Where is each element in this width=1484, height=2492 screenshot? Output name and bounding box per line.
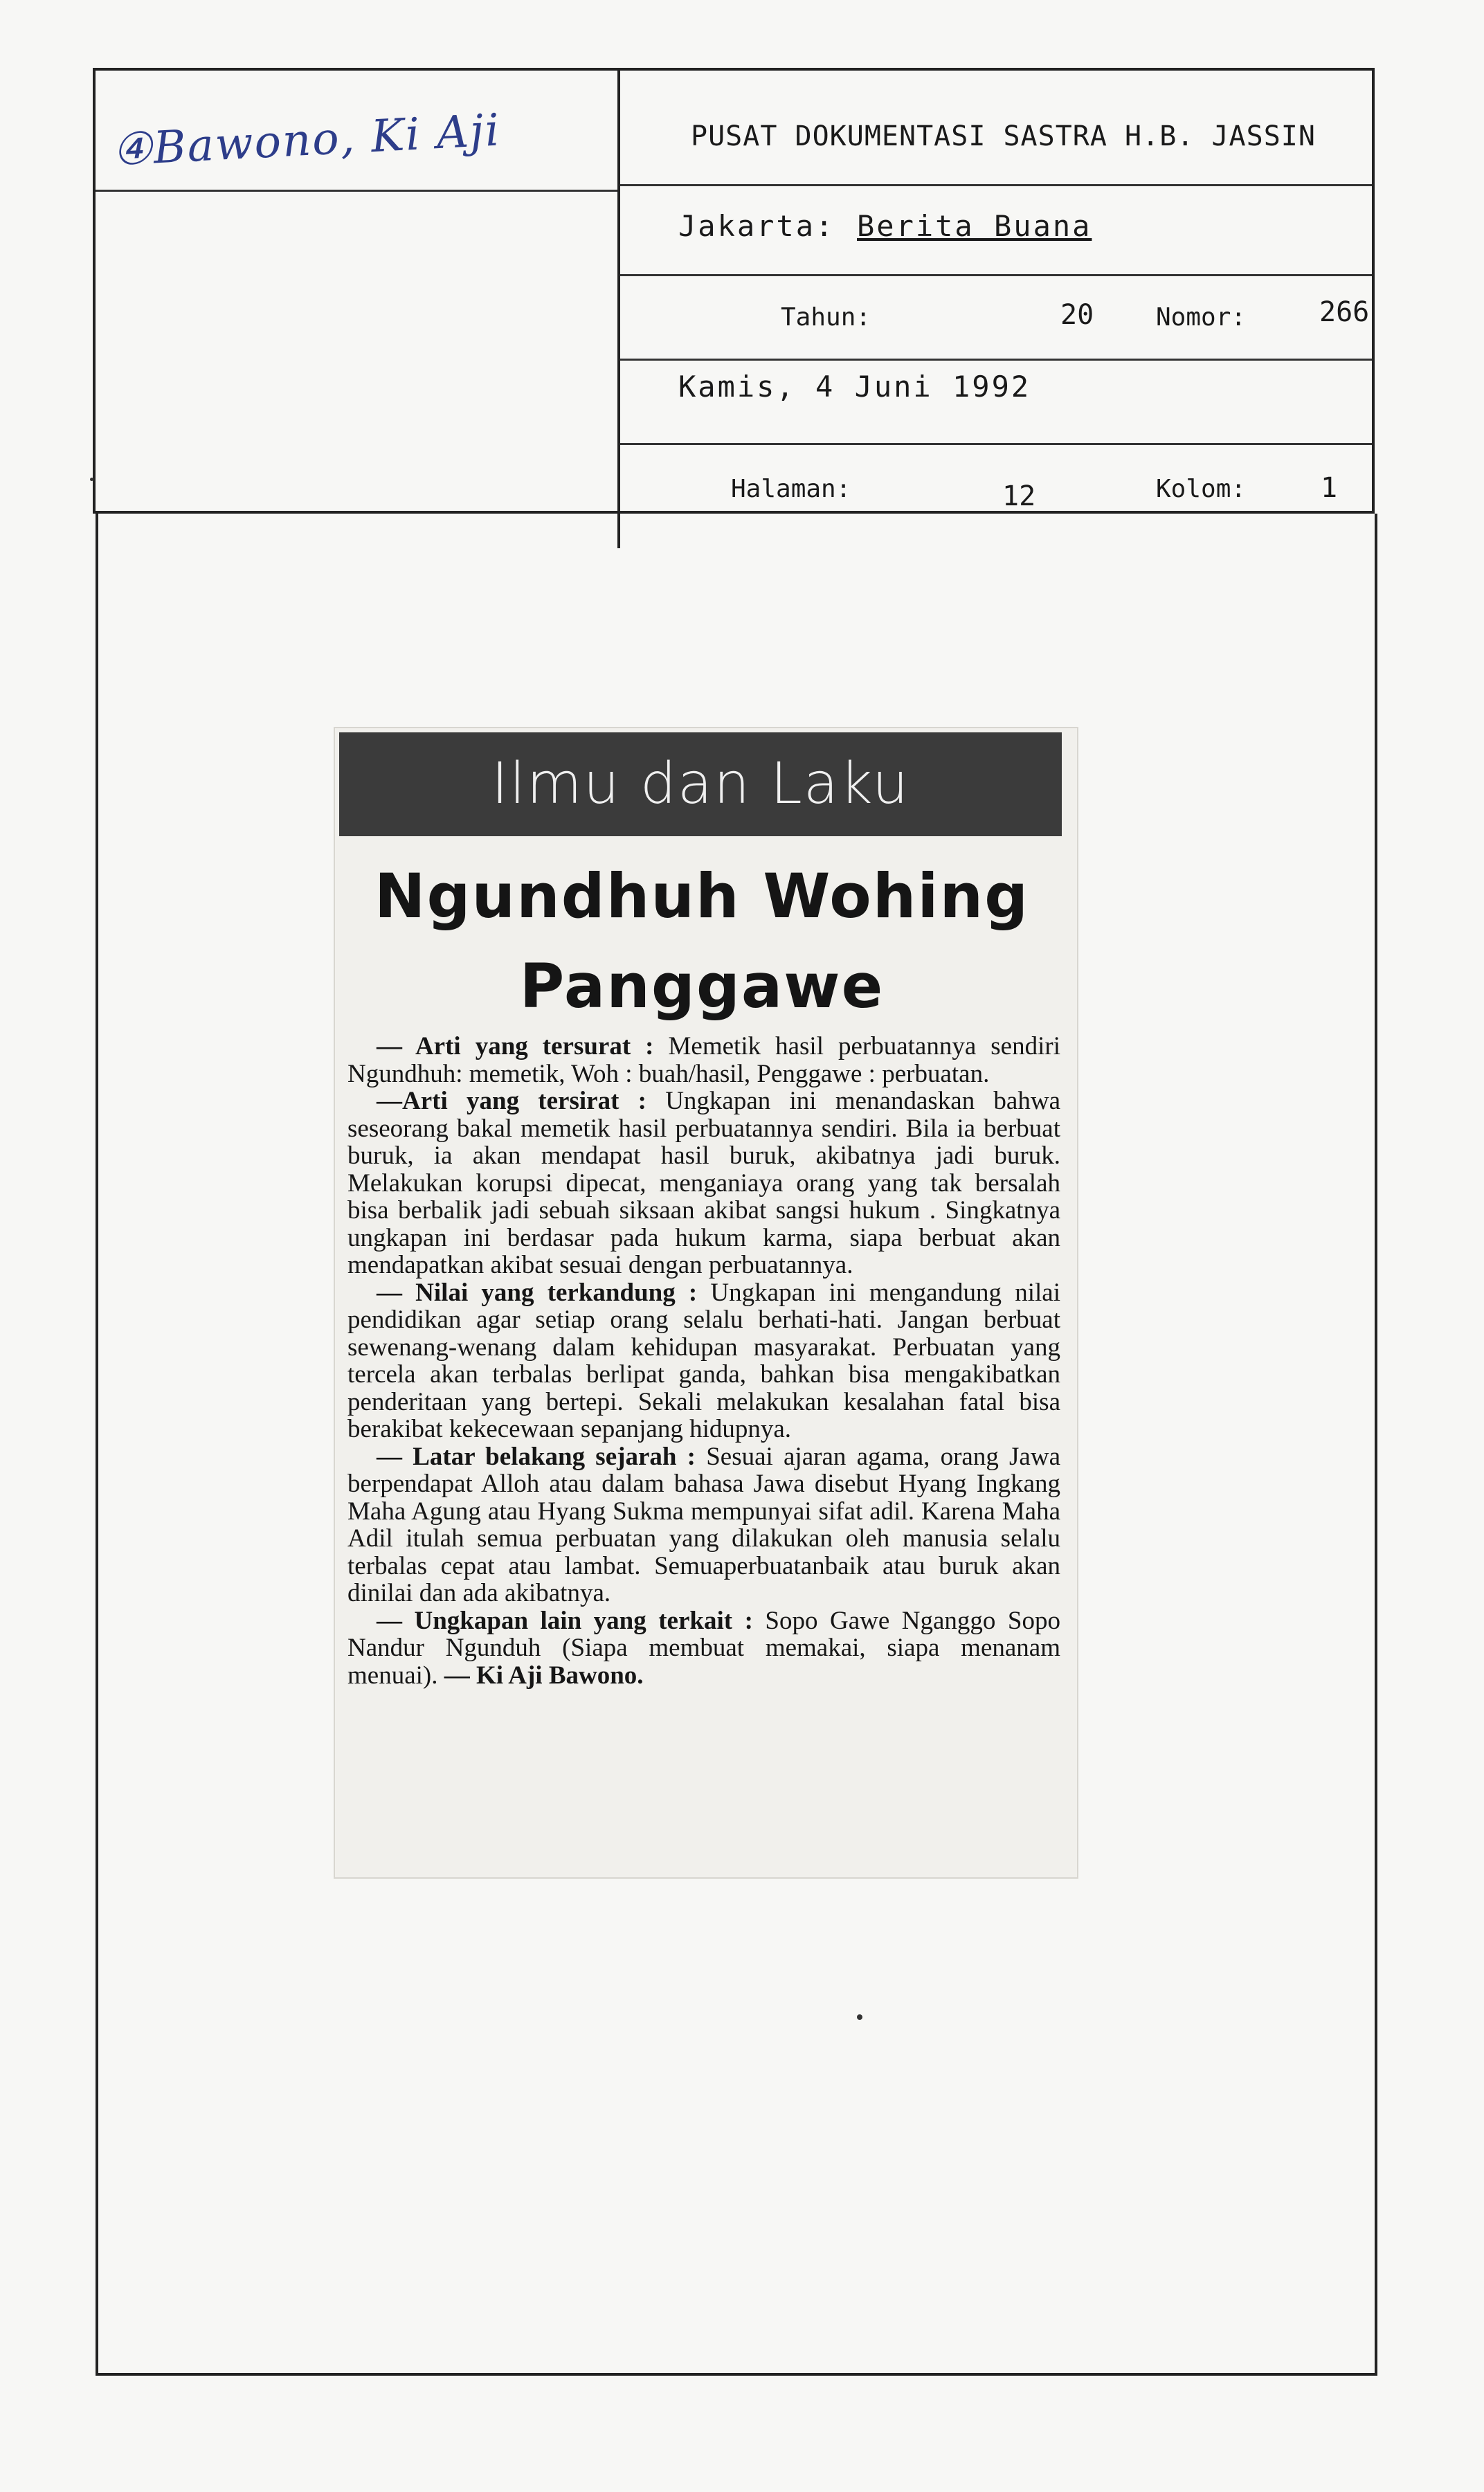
publication-date: Kamis, 4 Juni 1992 [678,370,1031,404]
paragraph-text: Memetik hasil perbuatannya sendiri Ngundhuh: memetik, Woh : buah/hasil, Penggawe : perbuatan. [347,1032,1060,1088]
number-label: Nomor: [1156,303,1247,332]
paragraph-lead: — Arti yang tersurat : [377,1032,654,1060]
organization-name: PUSAT DOKUMENTASI SASTRA H.B. JASSIN [691,120,1316,152]
card-fields [620,71,1372,511]
paragraph-text: Sopo Gawe Nganggo Sopo Nandur Ngunduh (Siapa membuat memakai, siapa menanam menuai). [347,1606,1060,1690]
paragraph-lead: — Ungkapan lain yang terkait : [377,1606,753,1635]
author-byline: — Ki Aji Bawono. [444,1661,644,1690]
headline-line-1: Ngundhuh Wohing [374,860,1030,932]
paragraph-meaning-implied [347,1087,1060,1279]
paragraph-related [347,1607,1060,1690]
column-value: 1 [1321,472,1338,504]
paragraph-text: Ungkapan ini mengandung nilai pendidikan agar setiap orang selalu berhati-hati. Jangan berbuat sewenang-wenang dalam kehidupan masyarakat. Perbuatan yang tercela akan terbalas berlipat ganda, bahkan bisa mengakibatkan penderitaan yang bertepi. Sekali melakukan kesalahan fatal bisa berakibat kekecewaan sepanjang hidupnya. [347,1278,1060,1443]
row-issue [620,274,1372,361]
paragraph-lead: — Latar belakang sejarah : [377,1442,696,1471]
paragraph-text: Ungkapan ini menandaskan bahwa seseorang bakal memetik hasil perbuatannya sendiri. Bila ia berbuat buruk, ia akan mendapat hasil buruk, akibatnya jadi buruk. Melakukan korupsi dipecat, menganiaya orang yang tak bersalah bisa berbalik jadi sebuah siksaan akibat sangsi hukum . Singkatnya ungkapan ini berdasar pada hukum karma, siapa berbuat akan mendapatkan akibat sesuai dengan perbuatannya. [347,1087,1060,1279]
paragraph-values [347,1279,1060,1443]
handwritten-note: ④Bawono, Ki Aji [111,105,503,177]
headline [349,851,1055,1031]
page-value: 12 [1002,480,1036,512]
page-label: Halaman: [731,475,851,503]
column-label: Kolom: [1156,475,1247,503]
card-annotation-cell [96,71,619,192]
paper-speck [90,478,93,481]
paper-speck [857,2014,862,2020]
year-label: Tahun: [781,303,871,332]
year-value: 20 [1060,299,1094,331]
publication-name: Berita Buana [857,209,1092,243]
paragraph-meaning-literal [347,1033,1060,1087]
headline-line-2: Panggawe [519,950,885,1022]
paragraph-text: Sesuai ajaran agama, orang Jawa berpendapat Alloh atau dalam bahasa Jawa disebut Hyang Ingkang Maha Agung atau Hyang Sukma mempunyai sifat adil. Karena Maha Adil itulah semua perbuatan yang dilakukan oleh manusia selalu terbalas cepat atau lambat. Semuaperbuatanbaik atau buruk akan dinilai dan ada akibatnya. [347,1442,1060,1607]
number-value: 266 [1319,296,1370,328]
paragraph-lead: —Arti yang tersirat : [377,1087,646,1115]
article-body [347,1033,1060,1689]
city-label: Jakarta: [678,209,835,243]
rubric-banner: Ilmu dan Laku [339,732,1062,836]
paragraph-history [347,1443,1060,1607]
newspaper-clipping [335,728,1077,1877]
paragraph-lead: — Nilai yang terkandung : [377,1278,698,1307]
catalog-card [93,68,1375,514]
